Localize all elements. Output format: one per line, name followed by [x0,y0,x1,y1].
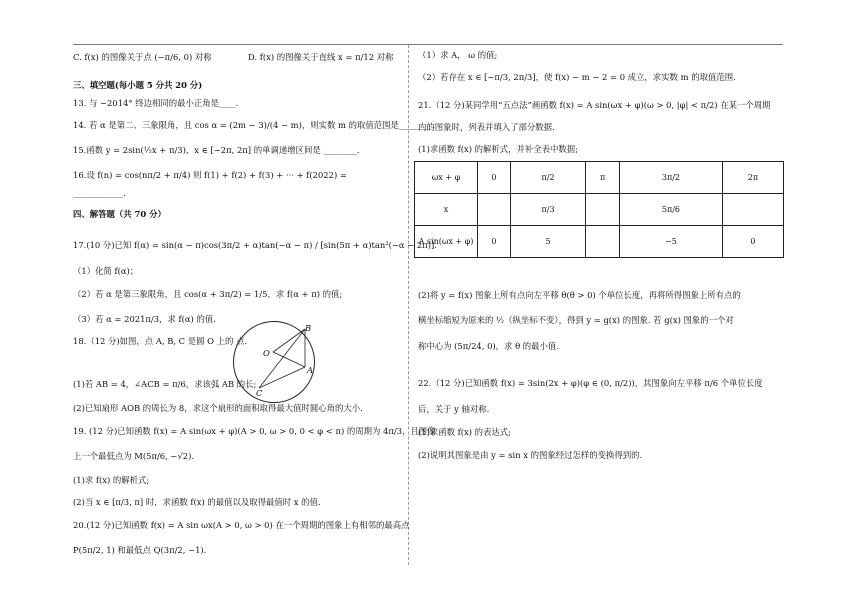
table-cell: x [415,194,478,226]
table-row [415,194,784,226]
question-16: 16.设 f(n) = cos(nπ/2 + π/4) 则 f(1) + f(2) + f(3) + ··· + f(2022) = [73,170,347,180]
question-20: 20.(12 分)已知函数 f(x) = A sin ωx(A > 0, ω > 0) 在一个周期的图象上有相邻的最高点 [73,520,410,530]
question-22-cont: 后，关于 y 轴对称. [418,404,490,414]
table-cell: ωx + φ [415,162,478,194]
question-21: 21.（12 分)某同学用“五点法”画函数 f(x) = A sin(ωx + φ)(ω > 0, |φ| < π/2) 在某一个周期 [418,100,771,110]
table-cell: 0 [722,226,783,258]
question-22: 22.（12 分)已知函数 f(x) = 3sin(2x + φ)(φ ∈ (0, π/2))，其图象向左平移 π/6 个单位长度 [418,378,763,388]
table-cell [586,226,620,258]
table-cell [478,194,511,226]
header-rule [73,44,783,45]
section-fill-in-title: 三、填空题(每小题 5 分共 20 分) [73,80,203,90]
table-cell: π [586,162,620,194]
table-cell: −5 [619,226,722,258]
question-19: 19. (12 分)已知函数 f(x) = A sin(ωx + φ)(A > 0, ω > 0, 0 < φ < π) 的周期为 4π/3，且图像 [73,426,436,436]
five-point-table [414,161,784,258]
table-cell: 2π [722,162,783,194]
question-17-part-3: （3）若 α = 2021π/3，求 f(α) 的值. [73,314,216,324]
question-17: 17.(10 分)已知 f(α) = sin(α − π)cos(3π/2 + α)tan(−α − π) / [sin(5π + α)tan²(−α − 2π)]. [73,240,437,250]
table-cell: 3π/2 [619,162,722,194]
question-18: 18.（12 分)如图，点 A, B, C 是圆 O 上的 点. [73,336,248,346]
table-row [415,162,784,194]
point-label-o: O [263,348,270,358]
question-17-part-1: （1）化简 f(α)； [73,266,139,276]
question-21-part-2: (2)将 y = f(x) 图象上所有点向左平移 θ(θ > 0) 个单位长度，再将所得图象上所有点的 [418,290,741,300]
question-18-part-2: (2)已知扇形 AOB 的周长为 8，求这个扇形的面积取得最大值时圆心角的大小. [73,403,363,413]
question-17-part-2: （2）若 α 是第三象限角，且 cos(α + 3π/2) = 1/5，求 f(α + π) 的值; [73,289,343,299]
question-18-part-1: (1)若 AB = 4，∠ACB = π/6，求该弧 AB 的长; [73,379,257,389]
table-cell: 5 [510,226,586,258]
question-21-part-1: (1)求函数 f(x) 的解析式，并补全表中数据; [418,144,578,154]
table-row [415,226,784,258]
question-19-part-2: (2)当 x ∈ [π/3, π] 时，求函数 f(x) 的最值以及取得最值时 x 的值. [73,497,321,507]
question-22-part-1: (1)求函数 f(x) 的表达式; [418,427,511,437]
question-19-cont: 上一个最低点为 M(5π/6, −√2). [73,451,195,461]
question-16-blank: ____________. [73,188,126,198]
table-cell: 0 [478,162,511,194]
question-21-part-2-cont: 横坐标缩短为原来的 ½（纵坐标不变），得到 y = g(x) 的图象. 若 g(x) 图象的一个对 [418,315,734,325]
point-label-a: A [307,365,314,375]
section-answer-title: 四、解答题（共 70 分） [73,209,166,219]
question-20-part-1: （1）求 A， ω 的值; [418,50,498,60]
question-22-part-2: (2)说明其图象是由 y = sin x 的图象经过怎样的变换得到的. [418,450,643,460]
circle-chords [233,321,315,403]
question-15: 15.函数 y = 2sin(½x + π/3)，x ∈ [−2π, 2π] 的单调递增区间是 ________. [73,145,360,155]
question-20-part-2: （2）若存在 x ∈ [−π/3, 2π/3]，使 f(x) − m − 2 = 0 成立，求实数 m 的取值范围. [418,72,736,82]
question-13: 13. 与 −2014° 终边相同的最小正角是____. [73,98,239,108]
table-cell [722,194,783,226]
table-cell: π/2 [510,162,586,194]
question-20-cont: P(5π/2, 1) 和最低点 Q(3π/2, −1). [73,545,207,555]
table-cell: 5π/6 [619,194,722,226]
question-21-cont: 内的图象时，列表并填入了部分数据. [418,122,555,132]
table-cell: 0 [478,226,511,258]
option-c: C. f(x) 的图像关于点 (−π/6, 0) 对称 [73,52,212,62]
point-label-c: C [256,388,263,398]
point-label-b: B [305,323,312,333]
question-14: 14. 若 α 是第二、三象限角，且 cos α = (2m − 3)/(4 − m)，则实数 m 的取值范围是________. [73,120,436,130]
question-21-part-2-end: 称中心为 (5π/24, 0)，求 θ 的最小值. [418,341,559,351]
option-d: D. f(x) 的图像关于直线 x = π/12 对称 [248,52,394,62]
table-cell: π/3 [510,194,586,226]
table-cell [586,194,620,226]
table-cell: A sin(ωx + φ) [415,226,478,258]
question-19-part-1: (1)求 f(x) 的解析式; [73,475,150,485]
